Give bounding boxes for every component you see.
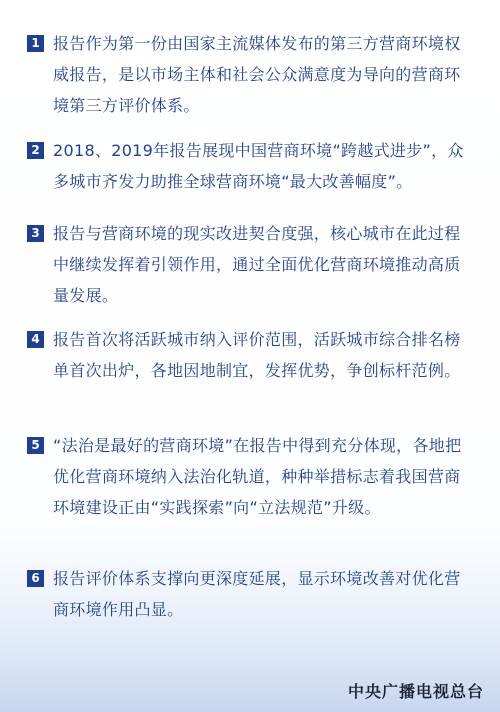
list-item [27,430,473,523]
item-number-badge: 4 [27,331,44,348]
list-item [27,135,473,197]
item-number-badge: 1 [27,35,44,52]
list-item [27,218,473,311]
item-text: 报告作为第一份由国家主流媒体发布的第三方营商环境权威报告，是以市场主体和社会公众满意度为导向的营商环境第三方评价体系。 [53,34,461,115]
item-text: 报告与营商环境的现实改进契合度强，核心城市在此过程中继续发挥着引领作用，通过全面优化营商环境推动高质量发展。 [53,224,461,305]
item-text: 报告评价体系支撑向更深度延展，显示环境改善对优化营商环境作用凸显。 [53,569,461,619]
item-number-badge: 6 [27,570,44,587]
item-number-badge: 5 [27,437,44,454]
item-text: 2018、2019年报告展现中国营商环境“跨越式进步”，众多城市齐发力助推全球营商环境“最大改善幅度”。 [53,141,464,191]
list-item [27,324,473,386]
list-item [27,563,473,625]
item-number-badge: 2 [27,142,44,159]
source-footer: 中央广播电视总台 [347,682,484,701]
item-number-badge: 3 [27,225,44,242]
item-text: 报告首次将活跃城市纳入评价范围，活跃城市综合排名榜单首次出炉，各地因地制宜，发挥优势，争创标杆范例。 [53,330,461,380]
list-item [27,28,473,121]
item-text: “法治是最好的营商环境”在报告中得到充分体现，各地把优化营商环境纳入法治化轨道，种种举措标志着我国营商环境建设正由“实践探索”向“立法规范”升级。 [53,436,462,517]
